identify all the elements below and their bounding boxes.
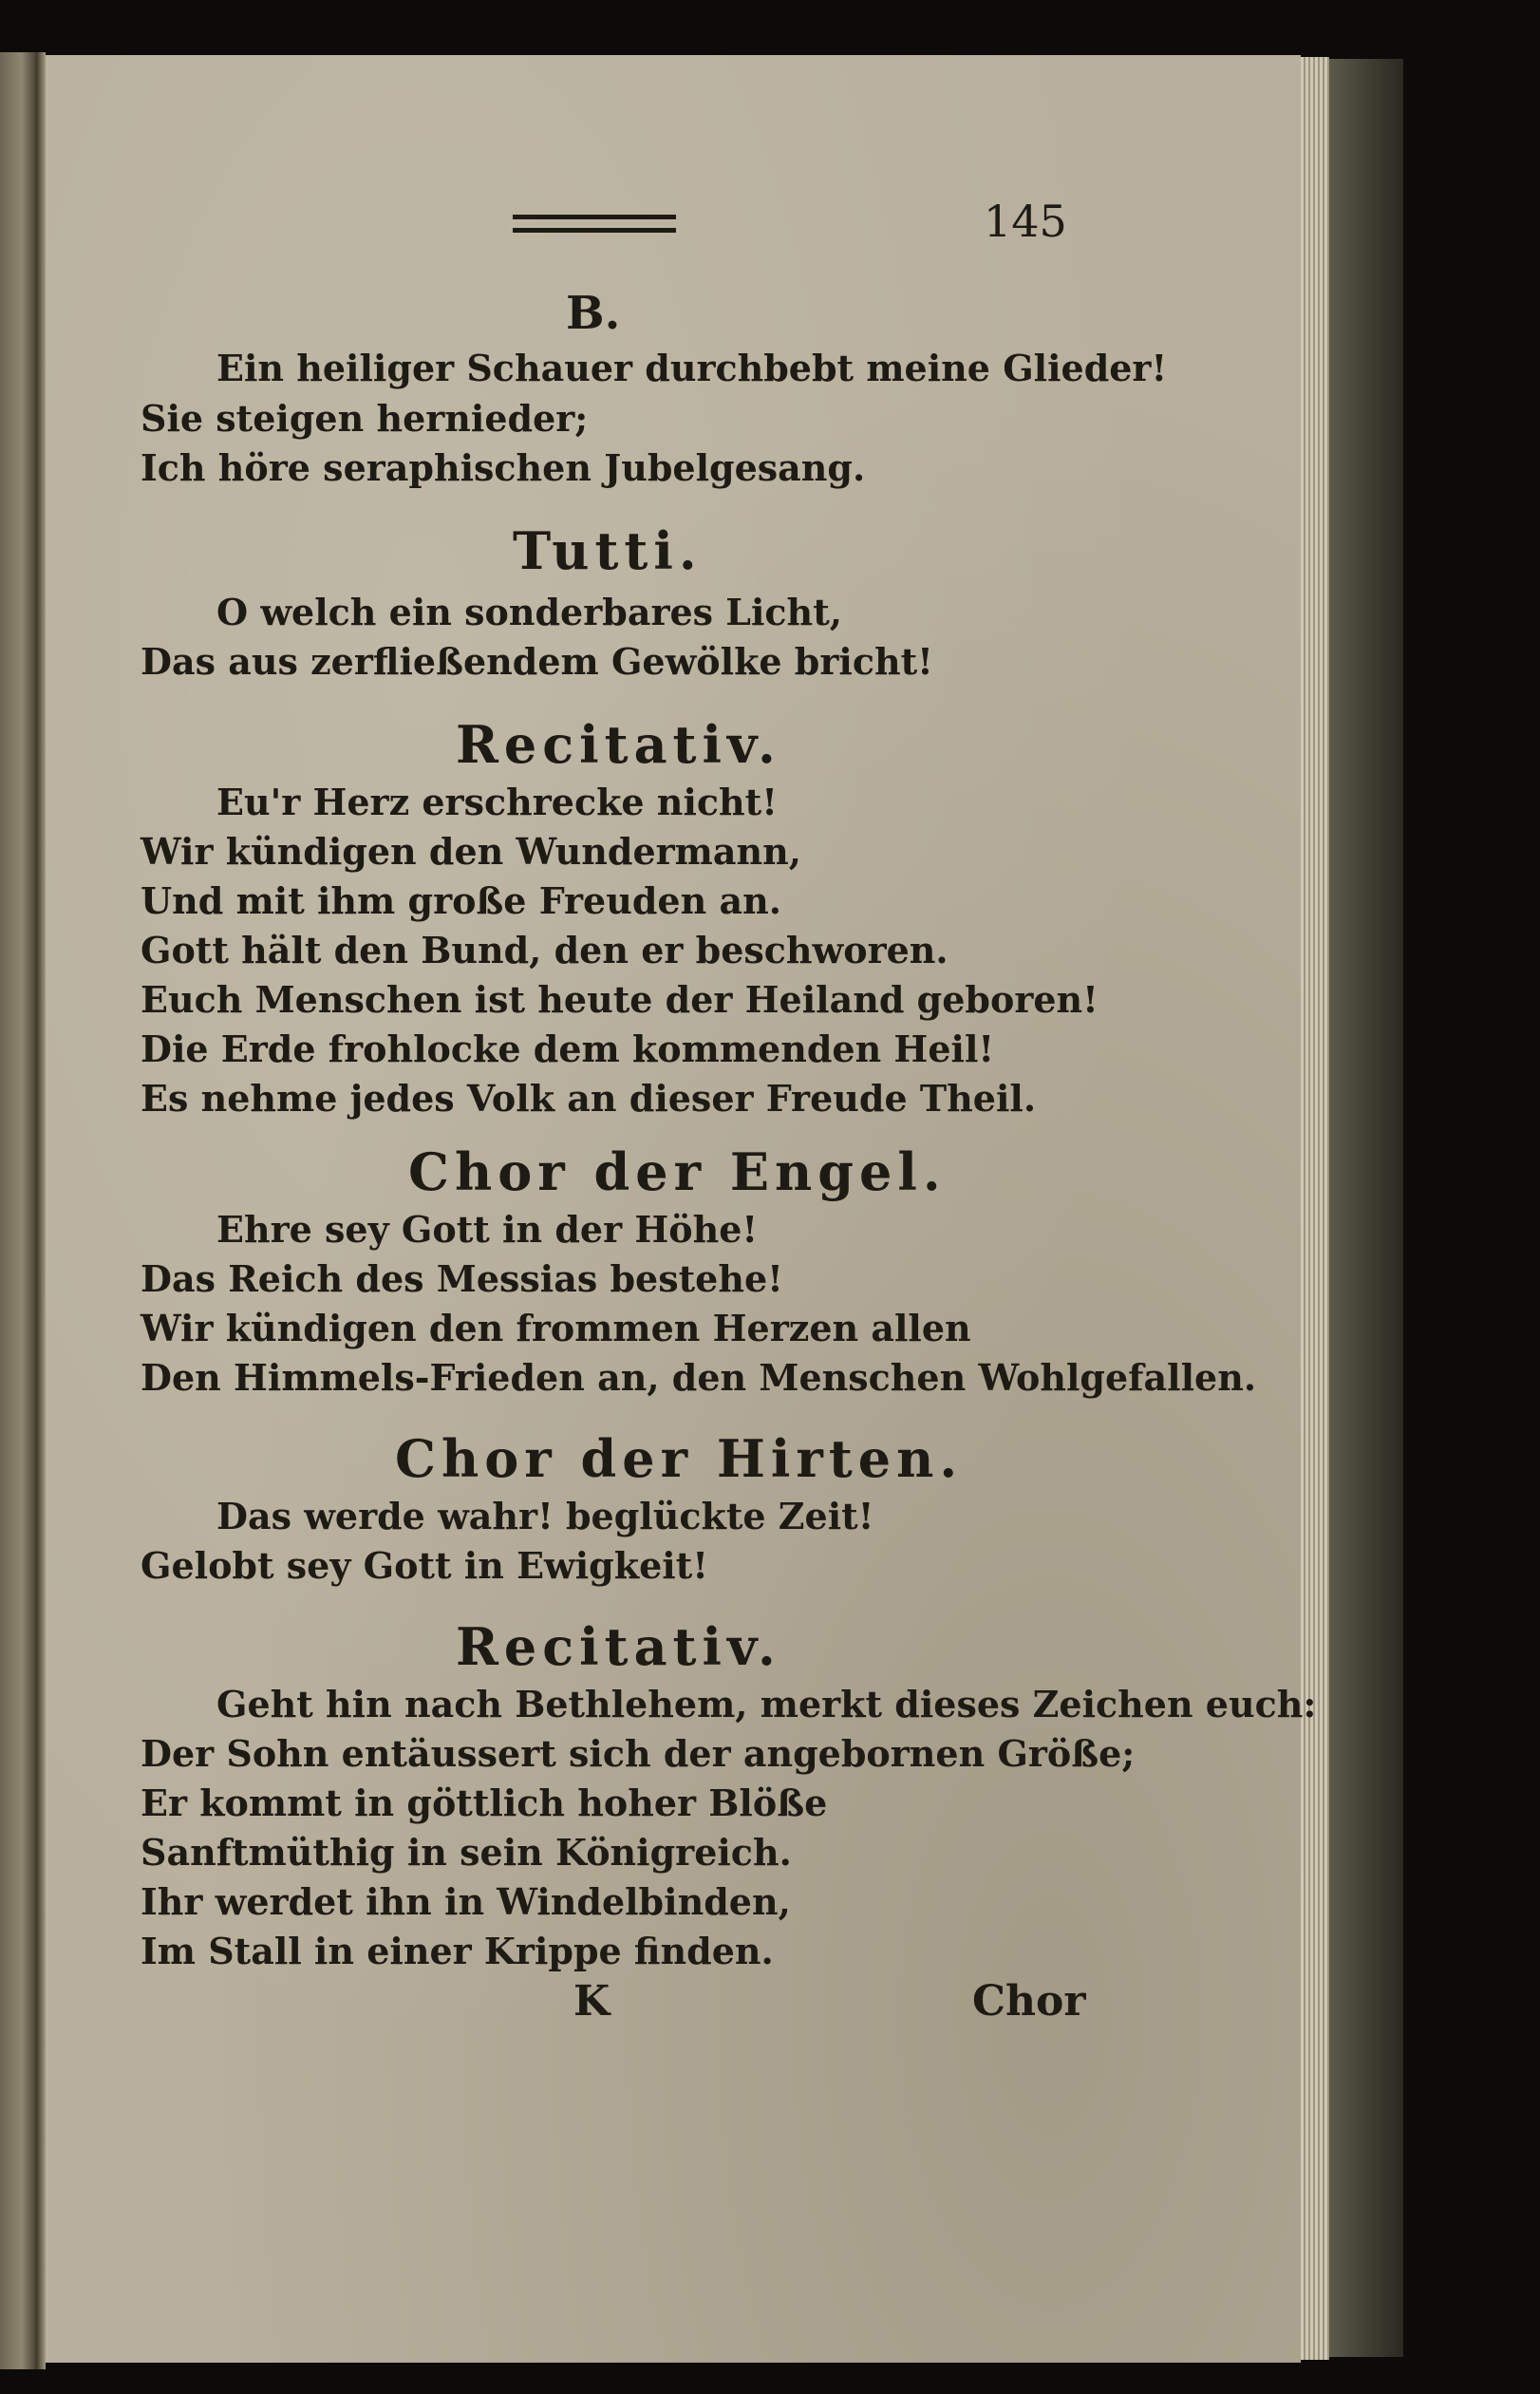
verse-line: Sie steigen hernieder; — [141, 397, 589, 440]
verse-line: Und mit ihm große Freuden an. — [141, 879, 781, 922]
verse-line: Wir kündigen den Wundermann, — [141, 830, 801, 873]
verse-line: Den Himmels-Frieden an, den Menschen Wohlgefallen. — [141, 1356, 1257, 1399]
header-rule-top — [513, 215, 676, 219]
verse-line: Sanftmüthig in sein Königreich. — [141, 1831, 792, 1874]
book-cover-edge — [1329, 59, 1403, 2357]
signature-mark: K — [573, 1977, 610, 2026]
verse-line: Gott hält den Bund, den er beschworen. — [141, 929, 948, 971]
header-rule-bottom — [513, 228, 676, 233]
verse-line: Es nehme jedes Volk an dieser Freude Theil. — [141, 1077, 1037, 1120]
verse-line: Im Stall in einer Krippe finden. — [141, 1930, 774, 1972]
verse-line: Er kommt in göttlich hoher Blöße — [141, 1781, 828, 1824]
catchword: Chor — [972, 1977, 1086, 2026]
verse-line: Ich höre seraphischen Jubelgesang. — [141, 446, 866, 489]
book-gutter — [36, 52, 46, 2369]
section-heading: Chor der Engel. — [408, 1141, 947, 1202]
facing-page-edge — [0, 52, 36, 2369]
section-heading: Recitativ. — [456, 1616, 781, 1677]
verse-line: Das aus zerfließendem Gewölke bricht! — [141, 640, 933, 683]
verse-line: Der Sohn entäussert sich der angebornen Größe; — [141, 1732, 1136, 1775]
speaker-label: B. — [566, 287, 621, 340]
page-block-edges — [1301, 57, 1329, 2360]
verse-line: Gelobt sey Gott in Ewigkeit! — [141, 1544, 708, 1587]
section-heading: Tutti. — [513, 520, 703, 581]
verse-line: Ihr werdet ihn in Windelbinden, — [141, 1880, 791, 1923]
section-heading: Recitativ. — [456, 714, 781, 775]
section-heading: Chor der Hirten. — [395, 1428, 964, 1489]
verse-line: Wir kündigen den frommen Herzen allen — [141, 1307, 971, 1349]
verse-line: Die Erde frohlocke dem kommenden Heil! — [141, 1027, 995, 1070]
verse-line: Ehre sey Gott in der Höhe! — [216, 1208, 759, 1251]
verse-line: Das werde wahr! beglückte Zeit! — [216, 1495, 874, 1537]
verse-line: Ein heiliger Schauer durchbebt meine Glieder! — [216, 347, 1168, 389]
verse-line: Eu'r Herz erschrecke nicht! — [216, 781, 778, 823]
page-number: 145 — [984, 196, 1067, 247]
verse-line: O welch ein sonderbares Licht, — [216, 591, 842, 633]
verse-line: Euch Menschen ist heute der Heiland geboren! — [141, 978, 1099, 1021]
verse-line: Geht hin nach Bethlehem, merkt dieses Zeichen euch: — [216, 1683, 1317, 1725]
verse-line: Das Reich des Messias bestehe! — [141, 1257, 783, 1300]
